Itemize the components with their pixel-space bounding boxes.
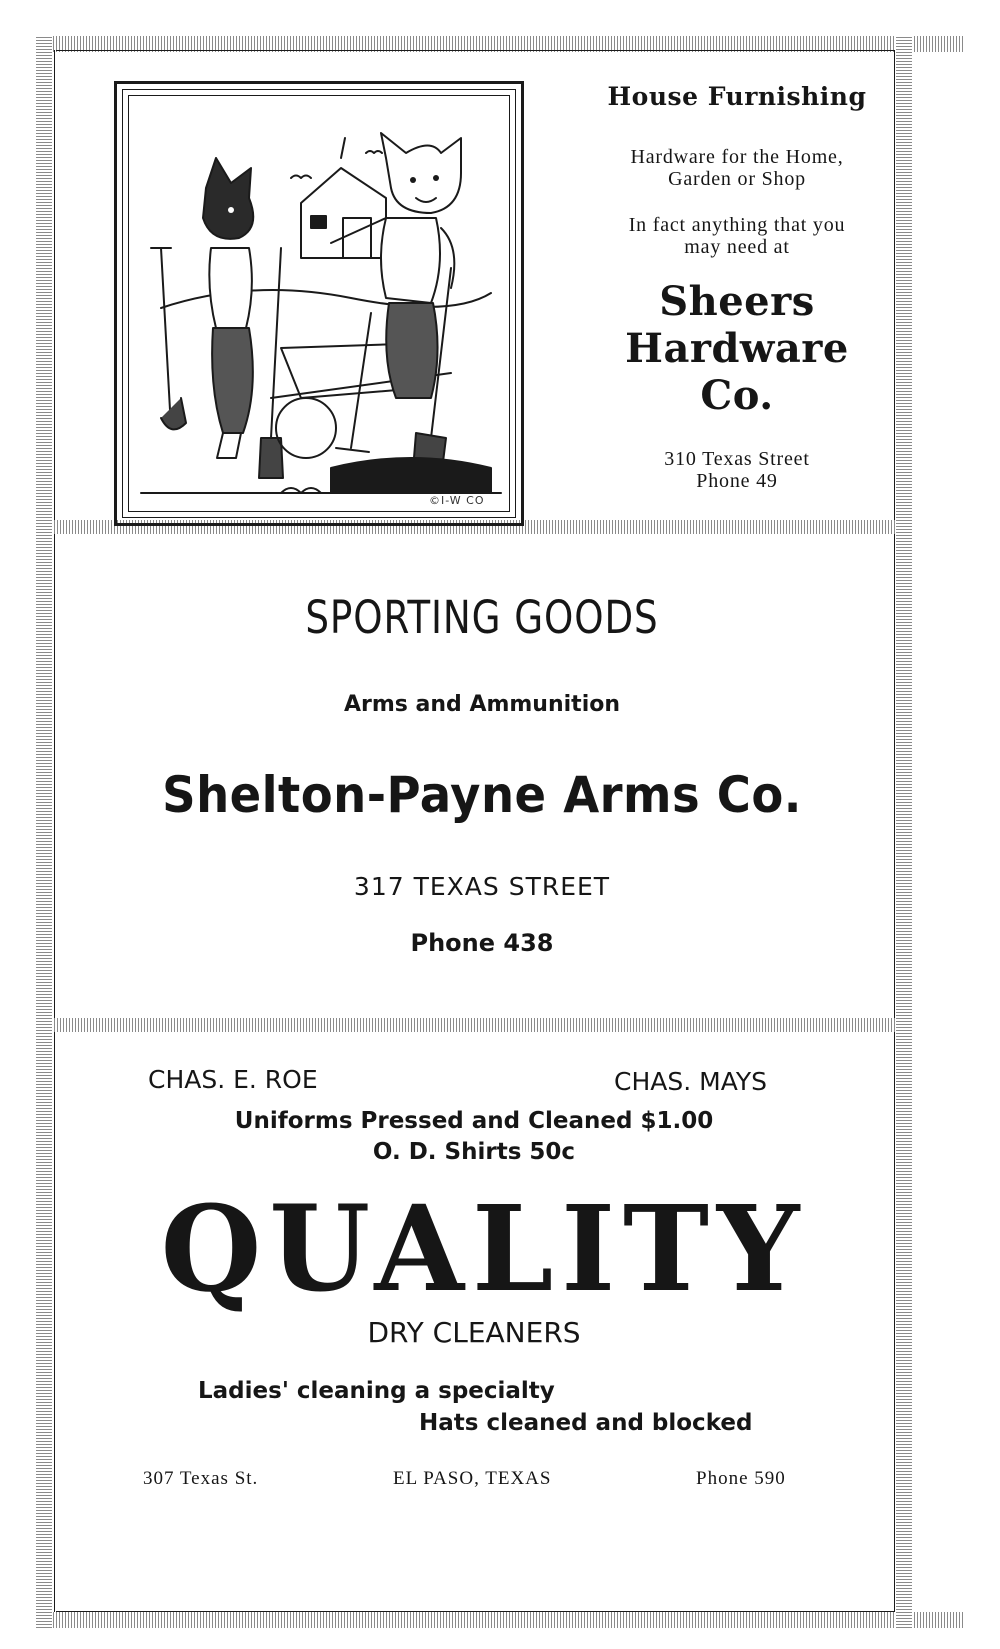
ad-quality-proprietor-right: CHAS. MAYS [614, 1067, 767, 1096]
ad-quality-name: QUALITY [160, 1179, 808, 1318]
illustration-signature: ©I-W CO [429, 494, 485, 507]
ad-quality-dry-cleaners [44, 36, 964, 1628]
ad-sheers-name-line-2: Hardware [625, 325, 849, 372]
ad-quality-subname: DRY CLEANERS [367, 1316, 581, 1349]
ad-quality-city: EL PASO, TEXAS [393, 1468, 552, 1489]
page-frame [44, 36, 964, 1628]
ad-quality-phone: Phone 590 [696, 1468, 786, 1489]
ad-sheers-heading: House Furnishing [607, 82, 867, 111]
ad-quality-shirts-line: O. D. Shirts 50c [372, 1139, 576, 1165]
ad-sheers-hardware-line-2: Garden or Shop [668, 168, 806, 190]
ad-quality-address: 307 Texas St. [143, 1468, 259, 1489]
ad-sheers-name-line-3: Co. [700, 372, 774, 419]
ad-shelton-subheading: Arms and Ammunition [343, 692, 621, 717]
ad-shelton-phone: Phone 438 [410, 929, 554, 957]
ad-sheers-phone: Phone 49 [696, 470, 778, 492]
ad-quality-proprietor-left: CHAS. E. ROE [148, 1065, 318, 1094]
ad-quality-specialty-2: Hats cleaned and blocked [419, 1410, 753, 1436]
ad-sheers-fact-line-2: may need at [684, 236, 790, 258]
ad-sheers-hardware-line-1: Hardware for the Home, [630, 146, 844, 168]
ad-sheers-address: 310 Texas Street [664, 448, 810, 470]
ad-quality-specialty-1: Ladies' cleaning a specialty [198, 1378, 555, 1404]
ad-shelton-address: 317 TEXAS STREET [353, 872, 611, 901]
ad-shelton-name: Shelton-Payne Arms Co. [162, 766, 802, 824]
ad-sheers-name-line-1: Sheers [659, 278, 815, 325]
ad-sheers-fact-line-1: In fact anything that you [628, 214, 846, 236]
ad-quality-uniforms-line: Uniforms Pressed and Cleaned $1.00 [234, 1108, 714, 1134]
ad-shelton-heading: SPORTING GOODS [305, 591, 659, 644]
